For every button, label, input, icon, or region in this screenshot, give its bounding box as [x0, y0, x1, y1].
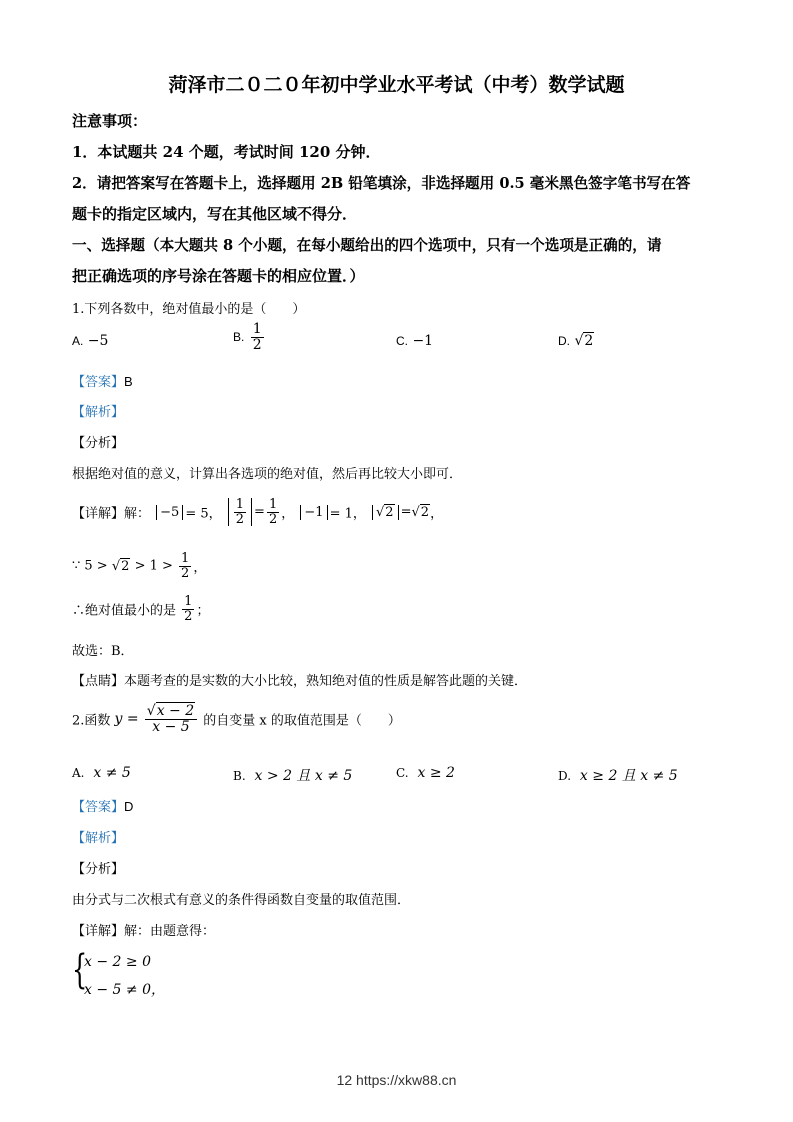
q2-system-eq2: x − 5 ≠ 0， [84, 982, 165, 998]
q1-jiexi: 【解析】 [72, 404, 125, 419]
q2-stem: 2.函数 y = $\frac{√x - 2}{x - 5}$ 的自变量 x 的取值范围是（ ） [72, 703, 401, 735]
q1-fenxi: 【分析】 [72, 436, 125, 451]
q1-option-a: A. −5 [72, 333, 109, 349]
q1-stem: 1.下列各数中，绝对值最小的是（ ） [72, 302, 306, 317]
q2-detail: 【详解】解：由题意得： [72, 924, 216, 939]
q2-fenxi-text: 由分式与二次根式有意义的条件得函数自变量的取值范围． [72, 893, 411, 908]
section-heading-a: 一、选择题（本大题共 8 个小题，在每小题给出的四个选项中，只有一个选项是正确的，请 [72, 237, 662, 254]
notice-item-1: 1．本试题共 24 个题，考试时间 120 分钟． [72, 143, 381, 161]
q1-therefore: ∴绝对值最小的是 $\frac{1}{2}$ ； [72, 594, 210, 624]
q2-option-d: D. x ≥ 2 且 x ≠ 5 [558, 768, 678, 784]
q2-option-b: B. x > 2 且 x ≠ 5 [233, 768, 353, 784]
q2-fenxi: 【分析】 [72, 862, 125, 877]
q2-option-a: A. x ≠ 5 [72, 765, 131, 781]
q1-option-c: C. −1 [396, 333, 434, 349]
q2-system-eq1: x − 2 ≥ 0 [84, 954, 151, 970]
q2-jiexi: 【解析】 [72, 830, 125, 845]
system-brace: { [72, 947, 88, 993]
notice-item-2a: 2．请把答案写在答题卡上，选择题用 2B 铅笔填涂，非选择题用 0.5 毫米黑色签字笔书写在答 [72, 175, 691, 192]
notice-item-2b: 题卡的指定区域内，写在其他区域不得分． [72, 205, 358, 223]
q1-dianjing: 【点睛】本题考查的是实数的大小比较，熟知绝对值的性质是解答此题的关键． [72, 674, 528, 689]
q1-option-d: D. √2 [558, 333, 594, 349]
q1-option-b: B. $\frac{1}{2}$ [233, 321, 262, 353]
q2-answer: 【答案】D [72, 799, 134, 814]
q2-option-c: C. x ≥ 2 [396, 765, 455, 781]
page-footer: 12 https://xkw88.cn [336, 1072, 457, 1088]
q1-since: ∵ 5 > √2 > 1 > $\frac{1}{2}$ ， [72, 551, 207, 581]
notice-heading: 注意事项： [72, 112, 148, 130]
section-heading-b: 把正确选项的序号涂在答题卡的相应位置．） [72, 267, 365, 285]
q1-detail: 【详解】解： −5 = 5， $\frac{1}{2}$ = $\frac{1}{2}$ ， −1 = 1， √2 =√2， [72, 497, 444, 527]
q1-answer: 【答案】B [72, 374, 133, 389]
q1-choose: 故选：B． [72, 644, 134, 659]
page-title: 菏泽市二０二０年初中学业水平考试（中考）数学试题 [168, 74, 625, 96]
q1-fenxi-text: 根据绝对值的意义，计算出各选项的绝对值，然后再比较大小即可． [72, 467, 463, 482]
